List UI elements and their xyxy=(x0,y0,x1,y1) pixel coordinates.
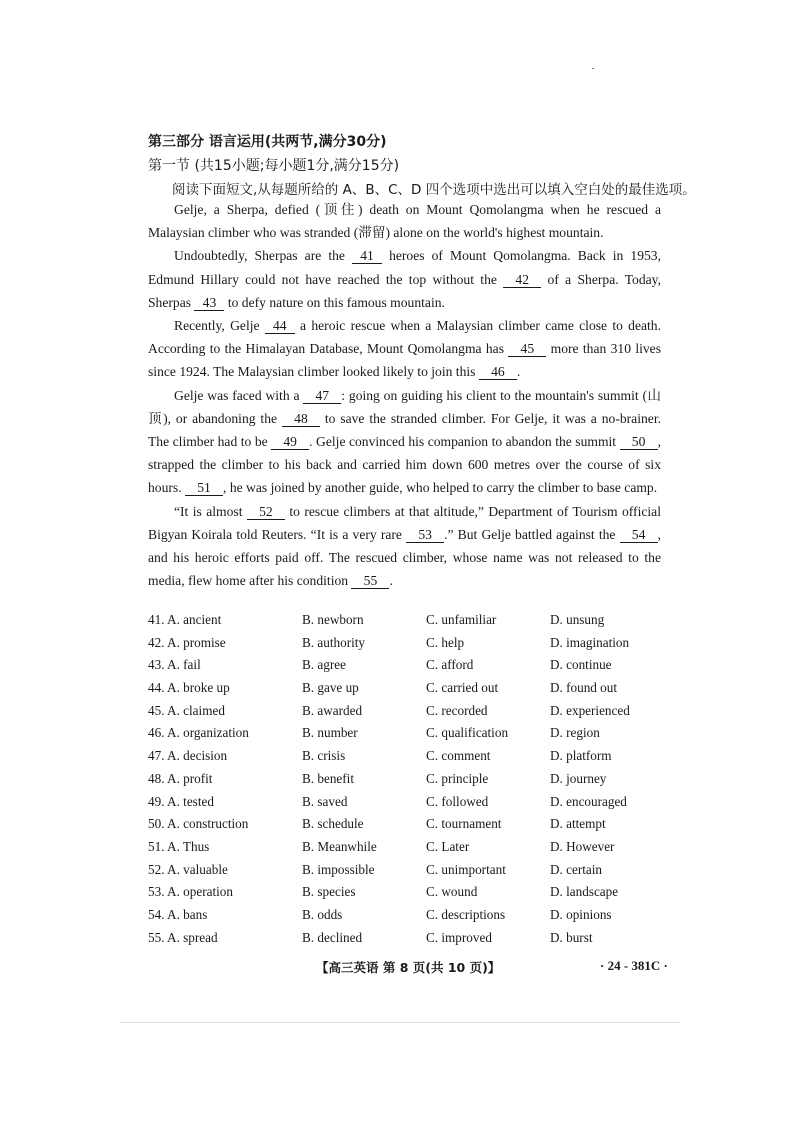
paragraph-text: : going on guiding his client to the mountain's summit (山顶), or abandoning the xyxy=(148,387,661,426)
paragraph-text: Undoubtedly, Sherpas are the xyxy=(174,248,352,264)
option-b: B. schedule xyxy=(302,816,364,832)
blank-42: 42 xyxy=(503,272,541,288)
paragraph-3 xyxy=(148,314,661,384)
option-a: 52. A. valuable xyxy=(148,861,228,877)
blank-46: 46 xyxy=(479,364,517,380)
paragraph-text: , he was joined by another guide, who helped to carry the climber to base camp. xyxy=(223,480,658,496)
option-b: B. awarded xyxy=(302,702,363,718)
option-b: B. species xyxy=(302,884,356,900)
option-d: D. encouraged xyxy=(550,793,627,809)
option-row-49 xyxy=(148,794,668,817)
option-c: C. comment xyxy=(426,748,491,764)
paragraph-text: . xyxy=(516,364,521,380)
option-row-55 xyxy=(148,930,668,953)
option-a: 55. A. spread xyxy=(148,929,218,945)
paragraph-text: of a Sherpa. Today, Sherpas xyxy=(148,271,661,310)
option-a: 54. A. bans xyxy=(148,906,208,922)
option-row-48 xyxy=(148,771,668,794)
option-d: D. journey xyxy=(550,770,607,786)
blank-54: 54 xyxy=(620,527,658,543)
paragraph-text: Recently, Gelje xyxy=(174,318,265,334)
option-b: B. gave up xyxy=(302,680,359,696)
option-d: D. burst xyxy=(550,929,593,945)
paragraph-text: to rescue climbers at that altitude,” Department of Tourism official Bigyan Koirala told Reuters. “It is a very rare xyxy=(148,503,661,542)
blank-52: 52 xyxy=(247,504,285,520)
blank-51: 51 xyxy=(185,480,223,496)
blank-48: 48 xyxy=(282,411,320,427)
instruction: 阅读下面短文,从每题所给的 A、B、C、D 四个选项中选出可以填入空白处的最佳选项。 xyxy=(172,182,696,198)
option-row-46 xyxy=(148,725,668,748)
section-title: 第三部分 语言运用(共两节,满分30分) xyxy=(148,134,387,150)
blank-55: 55 xyxy=(351,573,389,589)
option-c: C. recorded xyxy=(426,702,488,718)
paragraph-text: to save the stranded climber. For Gelje, it was a no-brainer. The climber had to be xyxy=(148,410,661,450)
option-row-51 xyxy=(148,839,668,862)
blank-43: 43 xyxy=(194,295,224,311)
option-a: 43. A. fail xyxy=(148,657,201,673)
option-c: C. Later xyxy=(426,838,470,854)
blank-45: 45 xyxy=(508,341,546,357)
option-row-41 xyxy=(148,612,668,635)
option-b: B. authority xyxy=(302,634,366,650)
paragraph-text: heroes of Mount Qomolangma. Back in 1953, Edmund Hillary could not have reached the top without the xyxy=(148,248,661,287)
blank-44: 44 xyxy=(265,318,295,334)
paragraph-text: , and his heroic efforts paid off. The rescued climber, whose name was not released to the media, flew home after his condition xyxy=(148,526,661,589)
option-c: C. descriptions xyxy=(426,906,506,922)
option-a: 49. A. tested xyxy=(148,793,214,809)
paragraph-text: .” But Gelje battled against the xyxy=(444,526,620,542)
option-b: B. saved xyxy=(302,793,348,809)
option-c: C. afford xyxy=(426,657,474,673)
option-a: 51. A. Thus xyxy=(148,838,210,854)
option-d: D. opinions xyxy=(550,906,612,922)
option-c: C. improved xyxy=(426,929,492,945)
option-c: C. help xyxy=(426,634,465,650)
option-a: 41. A. ancient xyxy=(148,612,222,627)
blank-53: 53 xyxy=(406,527,444,543)
paragraph-text: a heroic rescue when a Malaysian climber came close to death. According to the Himalayan Database, Mount Qomolangma has xyxy=(148,318,661,357)
option-b: B. declined xyxy=(302,929,363,945)
page-label: 【高三英语 第 8 页(共 10 页)】 xyxy=(316,960,501,975)
option-c: C. followed xyxy=(426,793,489,809)
option-row-45 xyxy=(148,703,668,726)
option-a: 45. A. claimed xyxy=(148,702,225,718)
option-b: B. Meanwhile xyxy=(302,838,377,854)
subsection-title: 第一节 (共15小题;每小题1分,满分15分) xyxy=(148,158,400,174)
paragraph-2 xyxy=(148,244,661,314)
option-c: C. tournament xyxy=(426,816,502,832)
option-c: C. unimportant xyxy=(426,861,506,877)
option-d: D. platform xyxy=(550,748,612,764)
blank-41: 41 xyxy=(352,248,382,264)
option-row-52 xyxy=(148,862,668,885)
option-d: D. continue xyxy=(550,657,612,673)
option-d: D. experienced xyxy=(550,702,630,718)
option-b: B. impossible xyxy=(302,861,375,877)
option-a: 47. A. decision xyxy=(148,748,228,764)
option-c: C. unfamiliar xyxy=(426,612,497,627)
paragraph-5 xyxy=(148,500,661,593)
option-row-44 xyxy=(148,680,668,703)
option-d: D. imagination xyxy=(550,634,630,650)
option-d: D. unsung xyxy=(550,612,605,627)
option-d: D. region xyxy=(550,725,600,741)
options-list xyxy=(148,612,668,952)
paragraph-1 xyxy=(148,198,661,244)
option-c: C. principle xyxy=(426,770,489,786)
option-row-43 xyxy=(148,657,668,680)
exam-code: · 24 - 381C · xyxy=(600,958,668,973)
option-a: 53. A. operation xyxy=(148,884,233,900)
paragraph-text: more than 310 lives since 1924. The Malaysian climber looked likely to join this xyxy=(148,341,661,380)
option-row-54 xyxy=(148,907,668,930)
option-b: B. newborn xyxy=(302,612,364,627)
option-row-47 xyxy=(148,748,668,771)
blank-49: 49 xyxy=(271,434,309,450)
scan-edge-line xyxy=(120,1022,680,1023)
paragraph-text: Gelje was faced with a xyxy=(174,387,304,403)
paragraph-text: Gelje, a Sherpa, defied (顶住) death on Mount Qomolangma when he rescued a Malaysian climber who was stranded (滞留) alone on the world's highest mountain. xyxy=(148,202,661,241)
option-d: D. found out xyxy=(550,680,618,696)
option-c: C. carried out xyxy=(426,680,499,696)
option-a: 46. A. organization xyxy=(148,725,249,741)
option-row-42 xyxy=(148,635,668,658)
option-b: B. benefit xyxy=(302,770,355,786)
option-row-53 xyxy=(148,884,668,907)
option-a: 50. A. construction xyxy=(148,816,249,832)
option-d: D. landscape xyxy=(550,884,619,900)
option-c: C. wound xyxy=(426,884,478,900)
option-b: B. crisis xyxy=(302,748,346,764)
paragraph-text: to defy nature on this famous mountain. xyxy=(224,294,445,310)
cloze-passage xyxy=(148,198,661,592)
paragraph-text: “It is almost xyxy=(174,503,247,519)
option-c: C. qualification xyxy=(426,725,509,741)
blank-50: 50 xyxy=(620,434,658,450)
option-d: D. attempt xyxy=(550,816,606,832)
option-a: 44. A. broke up xyxy=(148,680,230,696)
option-d: D. However xyxy=(550,838,615,854)
option-b: B. agree xyxy=(302,657,346,673)
paragraph-text: , strapped the climber to his back and carried him down 600 metres over the course of six hours. xyxy=(148,434,661,496)
option-a: 48. A. profit xyxy=(148,770,213,786)
option-a: 42. A. promise xyxy=(148,634,226,650)
option-b: B. number xyxy=(302,725,358,741)
option-row-50 xyxy=(148,816,668,839)
option-d: D. certain xyxy=(550,861,602,877)
scan-speck xyxy=(592,68,594,69)
paragraph-text: . Gelje convinced his companion to abandon the summit xyxy=(309,434,620,450)
paragraph-4 xyxy=(148,384,661,500)
paragraph-text: . xyxy=(389,573,393,589)
option-b: B. odds xyxy=(302,906,343,922)
blank-47: 47 xyxy=(303,388,341,404)
